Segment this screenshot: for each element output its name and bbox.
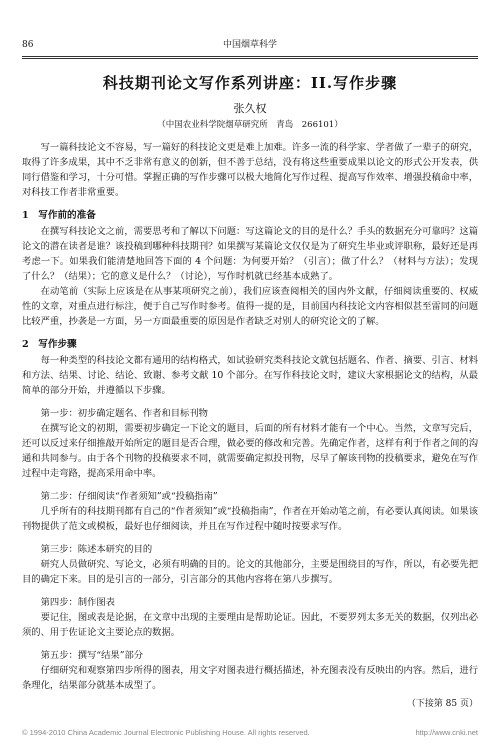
step-text-1: 在撰写论文的初期，需要初步确定一下论文的题目，后面的所有材料才能有一个中心。当然，文章写完后，还可以反过来仔细推敲开始所定的题目是否合理，做必要的修改和完善。先确定作者，这样有利于作者之间的沟通和共同参与。由于各个刊物的投稿要求不同，就需要确定拟投刊物，尽早了解该刊物的投稿要求，避免在写作过程中走弯路，提高采用命中率。 xyxy=(22,423,478,479)
cnki-url: http://www.cnki.net xyxy=(415,728,478,737)
journal-name: 中国烟草科学 xyxy=(222,40,277,50)
page-number: 86 xyxy=(22,40,34,50)
step-heading-3: 第三步：陈述本研究的目的 xyxy=(40,544,153,555)
page-footer xyxy=(22,728,478,737)
body-paragraph: 在撰写科技论文之前，需要思考和了解以下问题：写这篇论文的目的是什么？手头的数据充分可靠吗？这篇论文的潜在读者是谁？该投稿到哪种科技期刊？如果撰写某篇论文仅仅是为了研究生毕业或评职称，最好还是再考虑一下。如果我们能清楚地回答下面的 4 个问题：为何要开始？（引言）；做了什么？（材料与方法）；发现了什么？（结果）；它的意义是什么？（讨论），写作时机就已经基本成熟了。 xyxy=(22,226,478,282)
step-heading-5: 第五步：撰写“结果”部分 xyxy=(40,650,144,661)
step-heading-4: 第四步：制作图表 xyxy=(40,597,115,608)
body-paragraph: 在动笔前（实际上应该是在从事某项研究之前），我们应该查阅相关的国内外文献，仔细阅读重要的、权威性的文章，对重点进行标注，便于自己写作时参考。值得一提的是，目前国内科技论文内容相似甚至雷同的问题比较严重，抄袭是一方面，另一方面最重要的原因是作者缺乏对别人的研究论文的了解。 xyxy=(22,286,478,327)
article-title: 科技期刊论文写作系列讲座：II.写作步骤 xyxy=(102,74,398,92)
intro-paragraph: 写一篇科技论文不容易，写一篇好的科技论文更是难上加难。许多一流的科学家、学者做了一辈子的研究，取得了许多成果，其中不乏非常有意义的创新，但不善于总结，没有将这些重要成果以论文的形式公开发表，供同行借鉴和学习，十分可惜。掌握正确的写作步骤可以极大地简化写作过程、提高写作效率、增强投稿命中率，对科技工作者非常重要。 xyxy=(22,142,478,198)
author-affiliation: （中国农业科学院烟草研究所 青岛 266101） xyxy=(157,120,343,130)
section-heading-writing-steps: 2 写作步骤 xyxy=(22,339,77,350)
page-header xyxy=(22,38,478,52)
continued-note: （下接第 85 页） xyxy=(406,699,478,709)
article-body xyxy=(22,140,478,712)
author-name: 张久权 xyxy=(233,102,267,115)
header-rule xyxy=(22,56,478,57)
step-text-2: 几乎所有的科技期刊都有自己的“作者须知”或“投稿指南”，作者在开始动笔之前，有必要认真阅读。如果该刊物提供了范文或模板，最好也仔细阅读，并且在写作过程中随时按要求写作。 xyxy=(22,506,478,532)
step-heading-2: 第二步：仔细阅读“作者须知”或“投稿指南” xyxy=(40,491,218,502)
section-heading-preparation: 1 写作前的准备 xyxy=(22,210,96,221)
step-text-3: 研究人员做研究、写论文，必须有明确的目的。论文的其他部分，主要是围绕目的写作，所以，有必要先把目的确定下来。目的是引言的一部分，引言部分的其他内容将在第八步撰写。 xyxy=(22,559,478,585)
header-rule-secondary xyxy=(22,58,478,59)
step-text-4: 要记住，图或表是论据，在文章中出现的主要理由是帮助论证。因此，不要罗列太多无关的数据，仅列出必须的、用于佐证论文主要论点的数据。 xyxy=(22,612,478,638)
body-paragraph: 每一种类型的科技论文都有通用的结构格式，如试验研究类科技论文就包括题名、作者、摘要、引言、材料和方法、结果、讨论、结论、致谢、参考文献 10 个部分。在写作科技论文时，建议大家根据论文的结构，从最简单的部分开始，并遵循以下步骤。 xyxy=(22,355,478,396)
step-text-5: 仔细研究和观察第四步所得的图表，用文字对图表进行概括描述，补充图表没有反映出的内容。然后，进行条理化，结果部分就基本成型了。 xyxy=(22,665,478,691)
copyright-notice: © 1994-2010 China Academic Journal Electronic Publishing House. All rights reserved. xyxy=(22,728,310,737)
step-heading-1: 第一步：初步确定题名、作者和目标刊物 xyxy=(40,408,208,419)
